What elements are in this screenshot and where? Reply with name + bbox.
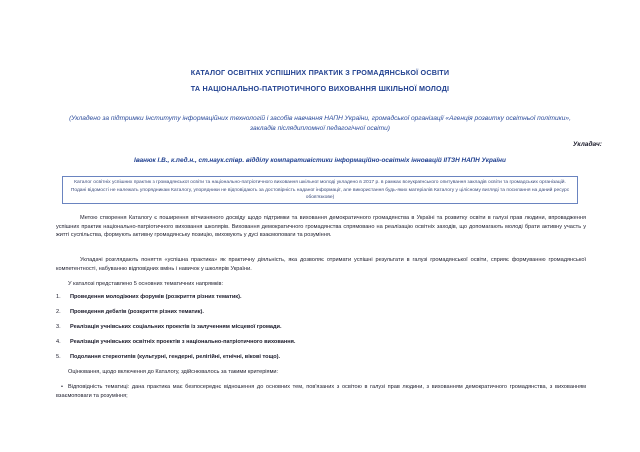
compiler-name: Іванюк І.В., к.пед.н., ст.наук.співр. відділу компаративістики інформаційно-освітніх інновацій ІІТЗН НАПН України — [134, 157, 506, 164]
paragraph-definition: Укладачі розглядають поняття «успішна практика» як практичну діяльність, яка дозволяє отримати успішні результати в галузі громадянської освіти, сприяє формуванню громадянської компетентності, набуванню відповідних вмінь і навичок у школярів України. — [56, 257, 586, 272]
list-item-text: Подолання стереотипів (культурні, гендерні, релігійні, етнічні, вікові тощо). — [70, 354, 281, 360]
list-item — [56, 354, 586, 360]
criteria-item-text: Відповідність тематиці: дана практика має безпосереднє відношення до основних тем, пов'язаних з освітою в галузі прав людини, з вихованням демократичного громадянства, з вихованням взаємоповаги та розуміння; — [56, 384, 586, 399]
list-item — [56, 339, 586, 345]
list-item-text: Реалізація учнівських освітніх проектів з національно-патріотичного виховання. — [70, 339, 296, 345]
list-item-number: 1. — [56, 294, 61, 300]
compiler-label: Укладач: — [572, 141, 602, 148]
document-subtitle: (Укладено за підтримки Інституту інформаційних технологій і засобів навчання НАПН України, громадської організації «Агенція розвитку освітньої політики», закладів післядипломної педагогічної освіти) — [69, 115, 571, 132]
list-item — [56, 294, 586, 300]
bullet-icon: • — [61, 384, 63, 390]
paragraph-purpose: Метою створення Каталогу є поширення вітчизняного досвіду щодо підтримки та виховання демократичного громадянства в Україні та розвитку освіти в галузі прав людини, впровадження успішних практик національно-патріотичного виховання школярів. Виховання демократичного громадянства спрямовано на реалізацію освітніх заходів, що допомагають молоді брати активну участь у житті суспільства, формують активну громадянську позицію, виховують у дусі взаємоповаги та розуміння. — [56, 215, 586, 239]
list-item-number: 2. — [56, 309, 61, 315]
list-item — [56, 324, 586, 330]
list-item-number: 5. — [56, 354, 61, 360]
criteria-item — [56, 383, 586, 400]
notice-box: Каталог освітніх успішних практик з громадянської освіти та національно-патріотичного виховання шкільної молоді укладено в 2017 р. в рамках всеукраїнського опитування закладів освіти та громадських організацій. Подані відомості не належать упорядникам Каталогу, упорядники не відповідають за достовірність наданої інформації, але використання будь-яких матеріалів Каталогу у цілісному вигляді та посилання на даний ресурс обов'язкове) — [62, 176, 578, 204]
list-item-text: Проведення молодіжних форумів (розкриття різних тематик). — [70, 294, 242, 300]
criteria-intro: Оцінювання, щодо включення до Каталогу, здійснювалось за такими критеріями: — [68, 369, 279, 375]
list-item-text: Проведення дебатів (розкриття різних тематик). — [70, 309, 204, 315]
list-item-number: 4. — [56, 339, 61, 345]
list-item-number: 3. — [56, 324, 61, 330]
directions-intro: У каталозі представлено 5 основних тематичних напрямків: — [68, 281, 224, 287]
document-title-line-1: КАТАЛОГ ОСВІТНІХ УСПІШНИХ ПРАКТИК З ГРОМАДЯНСЬКОЇ ОСВІТИ — [190, 68, 450, 77]
document-title-line-2: ТА НАЦІОНАЛЬНО-ПАТРІОТИЧНОГО ВИХОВАННЯ ШКІЛЬНОЇ МОЛОДІ — [190, 84, 450, 93]
list-item — [56, 309, 586, 315]
list-item-text: Реалізація учнівських соціальних проектів із залученням місцевої громади. — [70, 324, 282, 330]
